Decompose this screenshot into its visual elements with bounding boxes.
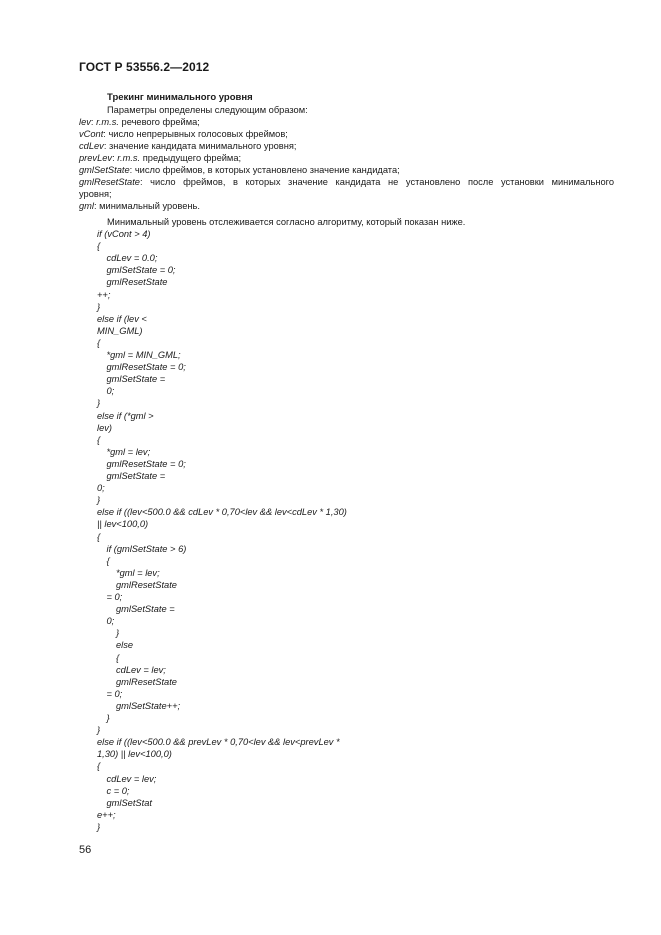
- code-line: gmlResetState: [116, 676, 177, 687]
- page-number: 56: [79, 844, 92, 856]
- code-line: {: [97, 337, 101, 348]
- definition-text: минимальный уровень.: [99, 201, 200, 211]
- code-line: *gml = MIN_GML;: [106, 350, 181, 360]
- definition-text: число фреймов, в которых значение кандидата не установлено после установки минимального: [150, 177, 614, 187]
- code-line: else if (*gml >: [97, 410, 154, 421]
- definition-item: [79, 188, 112, 200]
- code-line: 0;: [106, 616, 115, 627]
- code-line: cdLev = lev;: [106, 773, 157, 784]
- definition-separator: :: [139, 177, 151, 187]
- definition-term: lev: [79, 117, 91, 127]
- code-line: = 0;: [106, 688, 123, 699]
- definition-item: [79, 164, 400, 176]
- definition-term-abbrev: r.m.s.: [96, 117, 119, 127]
- code-line: MIN_GML): [97, 325, 143, 336]
- definition-text: речевого фрейма;: [118, 117, 200, 127]
- definition-separator: :: [93, 201, 100, 211]
- definition-item: [79, 176, 614, 188]
- code-line: gmlResetState = 0;: [106, 458, 186, 469]
- code-line: }: [97, 495, 101, 506]
- code-line: if (gmlSetState > 6): [106, 543, 187, 554]
- definition-term-abbrev: r.m.s.: [117, 153, 141, 163]
- code-line: || lev<100,0): [97, 519, 149, 530]
- code-line: }: [97, 398, 101, 409]
- code-line: gmlSetState++;: [116, 700, 181, 711]
- definition-item: [79, 116, 200, 128]
- code-line: gmlResetState: [106, 277, 168, 288]
- definition-text: уровня;: [79, 189, 112, 199]
- code-line: e++;: [97, 809, 116, 820]
- code-line: else if ((lev<500.0 && cdLev * 0,70<lev && lev<cdLev * 1,30): [97, 507, 347, 518]
- definition-separator: :: [112, 153, 118, 163]
- code-line: else if (lev <: [97, 313, 147, 324]
- code-line: c = 0;: [106, 785, 130, 796]
- code-line: {: [97, 531, 101, 542]
- definition-item: [79, 152, 241, 164]
- code-line: gmlSetState =: [106, 374, 166, 385]
- code-line: gmlSetState = 0;: [106, 265, 176, 276]
- definition-separator: :: [103, 129, 109, 139]
- code-line: *gml = lev;: [106, 446, 151, 457]
- code-line: 0;: [97, 483, 105, 494]
- code-line: = 0;: [106, 592, 123, 602]
- definition-separator: :: [103, 141, 109, 151]
- code-line: gmlSetState =: [116, 604, 175, 615]
- code-line: 1,30) || lev<100,0): [97, 749, 172, 760]
- code-line: if (vCont > 4): [97, 229, 151, 239]
- code-line: 0;: [106, 386, 115, 397]
- intro-text: Параметры определены следующим образом:: [107, 105, 308, 115]
- definition-term: prevLev: [79, 153, 113, 163]
- definition-term: gml: [79, 201, 94, 211]
- definition-text: число фреймов, в которых установлено значение кандидата;: [134, 165, 400, 175]
- definition-term: cdLev: [79, 141, 104, 151]
- algorithm-note: Минимальный уровень отслеживается согласно алгоритму, который показан ниже.: [107, 217, 466, 227]
- definition-item: [79, 140, 297, 152]
- code-line: else: [116, 640, 134, 651]
- definition-text: предыдущего фрейма;: [140, 153, 242, 163]
- code-line: gmlSetStat: [106, 797, 152, 808]
- definition-item: [79, 128, 288, 140]
- definition-term: gmlResetState: [79, 177, 140, 187]
- code-line: lev): [97, 422, 112, 433]
- code-line: }: [97, 725, 101, 736]
- code-line: }: [106, 713, 110, 723]
- code-line: gmlResetState = 0;: [106, 362, 186, 373]
- code-line: else if ((lev<500.0 && prevLev * 0,70<lev && lev<prevLev *: [97, 737, 340, 748]
- code-line: }: [97, 821, 101, 832]
- code-line: }: [97, 301, 101, 312]
- definition-separator: :: [90, 117, 97, 127]
- definition-text: число непрерывных голосовых фреймов;: [108, 129, 288, 139]
- definition-text: значение кандидата минимального уровня;: [108, 141, 297, 151]
- definition-item: [79, 200, 200, 212]
- code-line: *gml = lev;: [116, 567, 160, 578]
- definition-term: gmlSetState: [79, 165, 130, 175]
- section-heading: Трекинг минимального уровня: [107, 92, 253, 103]
- code-line: {: [97, 241, 101, 252]
- code-line: }: [116, 628, 120, 639]
- code-line: {: [97, 761, 101, 772]
- code-line: gmlSetState =: [106, 471, 166, 481]
- document-header: ГОСТ Р 53556.2—2012: [79, 60, 210, 74]
- code-line: ++;: [97, 289, 111, 300]
- code-line: {: [97, 434, 101, 445]
- code-line: cdLev = 0.0;: [106, 253, 158, 264]
- code-line: {: [116, 652, 120, 663]
- code-line: cdLev = lev;: [116, 664, 166, 675]
- definition-separator: :: [129, 165, 135, 175]
- definition-term: vCont: [79, 129, 104, 139]
- code-line: gmlResetState: [116, 579, 177, 590]
- code-line: {: [106, 555, 110, 566]
